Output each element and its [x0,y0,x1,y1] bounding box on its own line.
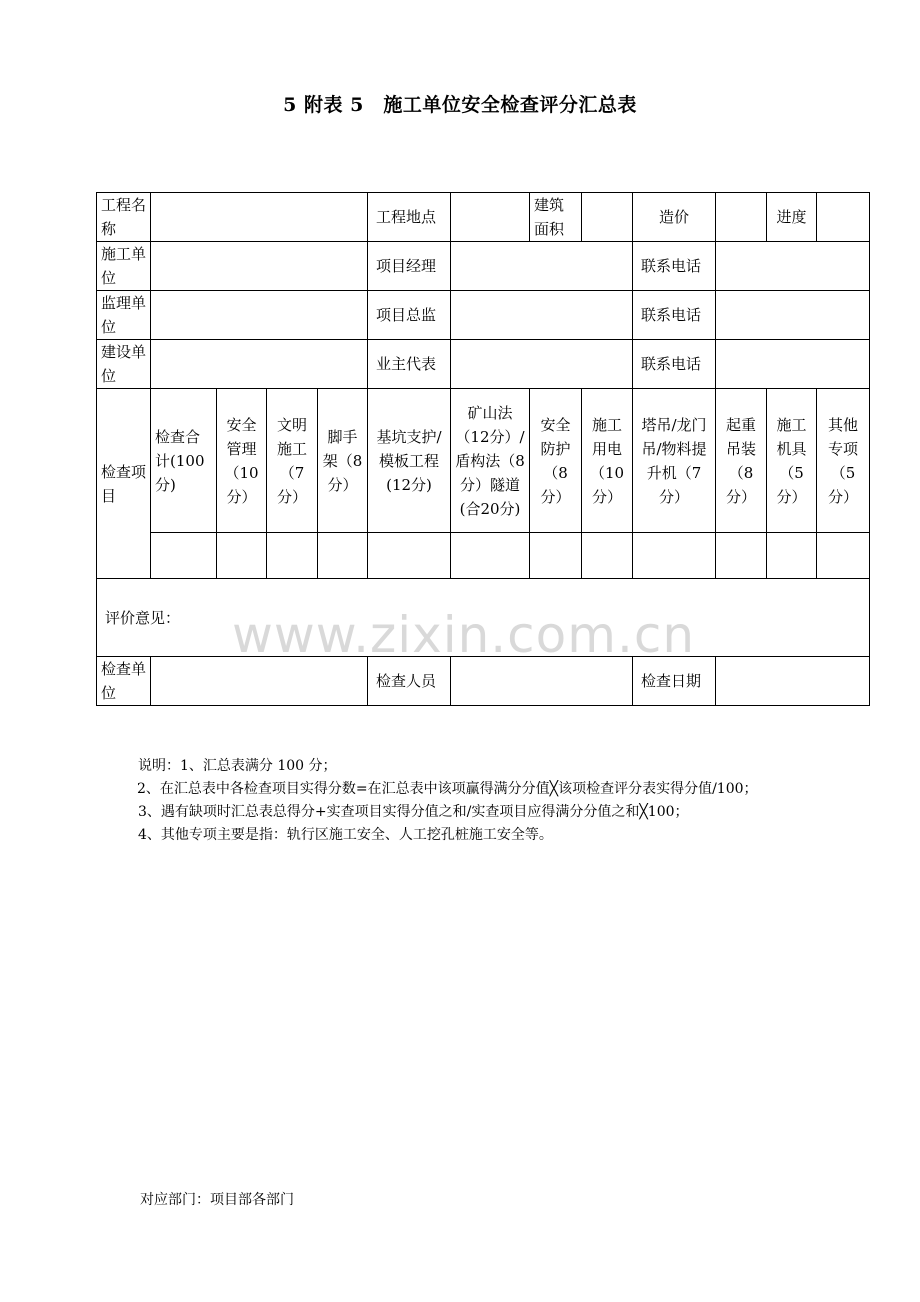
inspection-date-value[interactable] [716,657,870,706]
table-row [97,340,870,389]
check-item-header: 起重吊装（8分） [716,389,767,533]
score-cell[interactable] [767,533,817,579]
owner-rep-label: 业主代表 [368,340,451,389]
project-manager-value[interactable] [451,242,633,291]
table-row [97,193,870,242]
building-area-label: 建筑面积 [530,193,582,242]
note-line: 4、其他专项主要是指：轨行区施工安全、人工挖孔桩施工安全等。 [138,827,553,843]
cost-label: 造价 [633,193,716,242]
check-item-header: 施工机具（5分） [767,389,817,533]
project-location-label: 工程地点 [368,193,451,242]
notes [138,755,798,847]
check-item-header: 其他专项（5分） [817,389,870,533]
check-item-header: 检查合计(100分) [151,389,217,533]
score-cell[interactable] [217,533,267,579]
table-row [97,291,870,340]
check-items-header-row [97,389,870,533]
check-item-header: 矿山法（12分）/盾构法（8分）隧道(合20分) [451,389,530,533]
progress-value[interactable] [817,193,870,242]
score-cell[interactable] [817,533,870,579]
project-location-value[interactable] [451,193,530,242]
check-item-header: 安全管理（10分） [217,389,267,533]
check-item-header: 脚手架（8分） [318,389,368,533]
note-line: 说明：1、汇总表满分 100 分； [138,758,337,774]
score-cell[interactable] [267,533,318,579]
progress-label: 进度 [767,193,817,242]
page-title: 5 附表 5 施工单位安全检查评分汇总表 [283,94,637,116]
row-label-construction-unit: 施工单位 [97,242,151,291]
row-label-supervision-unit: 监理单位 [97,291,151,340]
score-cell[interactable] [151,533,217,579]
contact-phone-value[interactable] [716,291,870,340]
owner-rep-value[interactable] [451,340,633,389]
evaluation-label: 评价意见： [105,608,181,627]
construction-unit-value[interactable] [151,242,368,291]
chief-supervisor-value[interactable] [451,291,633,340]
score-cell[interactable] [530,533,582,579]
responsible-department: 对应部门：项目部各部门 [140,1192,294,1208]
score-cell[interactable] [582,533,633,579]
note-line: 3、遇有缺项时汇总表总得分+实查项目实得分值之和/实查项目应得满分分值之和╳100； [138,804,689,820]
note-line: 2、在汇总表中各检查项目实得分数=在汇总表中该项赢得满分分值╳该项检查评分表实得分值/100； [137,781,758,797]
check-item-header: 基坑支护/模板工程(12分) [368,389,451,533]
check-items-score-row [97,533,870,579]
chief-supervisor-label: 项目总监 [368,291,451,340]
score-cell[interactable] [318,533,368,579]
contact-phone-value[interactable] [716,340,870,389]
project-manager-label: 项目经理 [368,242,451,291]
project-name-value[interactable] [151,193,368,242]
score-cell[interactable] [633,533,716,579]
contact-phone-label: 联系电话 [633,291,716,340]
owner-unit-value[interactable] [151,340,368,389]
table-row [97,242,870,291]
cost-value[interactable] [716,193,767,242]
row-label-project-name: 工程名称 [97,193,151,242]
contact-phone-label: 联系电话 [633,242,716,291]
check-item-header: 文明施工（7分） [267,389,318,533]
check-item-header: 施工用电（10分） [582,389,633,533]
check-item-header: 塔吊/龙门吊/物料提升机（7分） [633,389,716,533]
score-cell[interactable] [451,533,530,579]
watermark: www.zixin.com.cn [232,606,696,664]
score-cell[interactable] [368,533,451,579]
supervision-unit-value[interactable] [151,291,368,340]
row-label-check-items: 检查项目 [97,389,151,579]
contact-phone-value[interactable] [716,242,870,291]
row-label-inspection-unit: 检查单位 [97,657,151,706]
building-area-value[interactable] [582,193,633,242]
score-cell[interactable] [716,533,767,579]
row-label-owner-unit: 建设单位 [97,340,151,389]
contact-phone-label: 联系电话 [633,340,716,389]
inspector-label: 检查人员 [368,657,451,706]
check-item-header: 安全防护（8分） [530,389,582,533]
inspection-date-label: 检查日期 [633,657,716,706]
